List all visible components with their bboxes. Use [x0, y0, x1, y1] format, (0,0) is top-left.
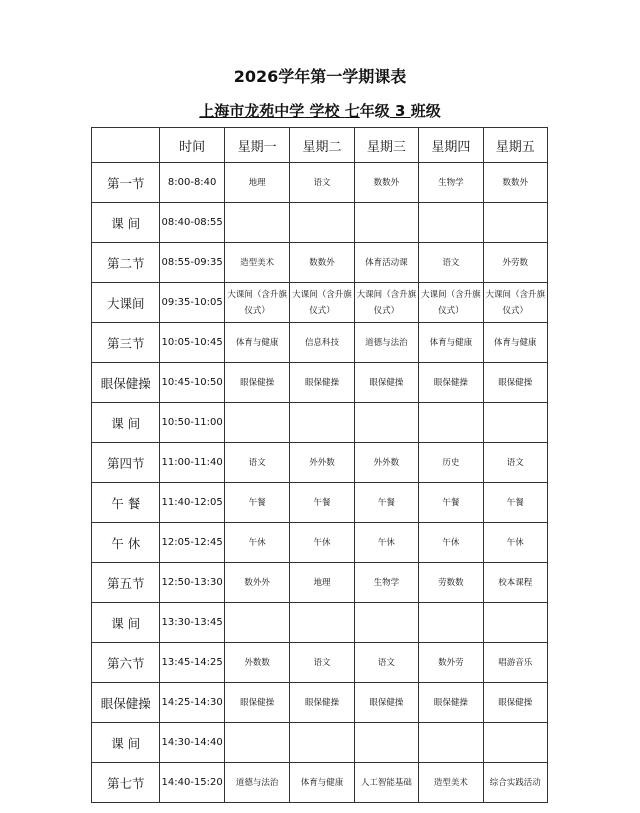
subject-cell: 午餐 — [483, 483, 547, 523]
table-row — [92, 723, 548, 763]
subject-cell: 历史 — [419, 443, 483, 483]
subject-cell: 人工智能基础 — [354, 763, 418, 803]
table-row — [92, 643, 548, 683]
time-cell: 10:05-10:45 — [160, 323, 224, 363]
subject-cell — [354, 403, 418, 443]
header-corner — [92, 128, 160, 163]
table-row — [92, 523, 548, 563]
subject-cell — [354, 203, 418, 243]
subject-cell: 校本课程 — [483, 563, 547, 603]
period-cell: 课 间 — [92, 203, 160, 243]
time-cell: 8:00-8:40 — [160, 163, 224, 203]
header-row — [92, 128, 548, 163]
subject-cell: 数数外 — [354, 163, 418, 203]
subject-cell — [354, 603, 418, 643]
subject-cell — [290, 403, 354, 443]
subject-cell: 信息科技 — [290, 323, 354, 363]
subject-cell — [224, 203, 289, 243]
subject-cell: 午休 — [419, 523, 483, 563]
header-day: 星期五 — [483, 128, 547, 163]
table-row — [92, 363, 548, 403]
subject-cell: 午休 — [483, 523, 547, 563]
subject-cell: 语文 — [483, 443, 547, 483]
subject-cell: 眼保健操 — [224, 363, 289, 403]
school-suffix: 学校 — [309, 102, 340, 120]
subject-cell: 生物学 — [419, 163, 483, 203]
subject-cell: 道德与法治 — [354, 323, 418, 363]
time-cell: 10:45-10:50 — [160, 363, 224, 403]
time-cell: 10:50-11:00 — [160, 403, 224, 443]
table-row — [92, 443, 548, 483]
table-row — [92, 203, 548, 243]
period-cell: 第六节 — [92, 643, 160, 683]
table-row — [92, 563, 548, 603]
subject-cell — [419, 603, 483, 643]
period-cell: 午 餐 — [92, 483, 160, 523]
header-day: 星期三 — [354, 128, 418, 163]
subject-cell: 眼保健操 — [354, 363, 418, 403]
period-cell: 第四节 — [92, 443, 160, 483]
grade-suffix: 年级 — [359, 102, 390, 120]
subject-cell: 午餐 — [354, 483, 418, 523]
period-cell: 第五节 — [92, 563, 160, 603]
subject-cell: 大课间（含升旗仪式） — [290, 283, 354, 323]
time-cell: 08:55-09:35 — [160, 243, 224, 283]
timetable-body — [92, 163, 548, 803]
subject-cell — [483, 723, 547, 763]
subject-cell: 道德与法治 — [224, 763, 289, 803]
subject-cell — [290, 603, 354, 643]
subject-cell: 外外数 — [354, 443, 418, 483]
subject-cell — [290, 203, 354, 243]
subject-cell: 语文 — [224, 443, 289, 483]
subject-cell — [483, 203, 547, 243]
subject-cell: 眼保健操 — [224, 683, 289, 723]
subject-cell: 造型美术 — [224, 243, 289, 283]
subject-cell: 地理 — [224, 163, 289, 203]
period-cell: 大课间 — [92, 283, 160, 323]
time-cell: 12:50-13:30 — [160, 563, 224, 603]
subject-cell: 眼保健操 — [419, 683, 483, 723]
subject-cell: 午餐 — [290, 483, 354, 523]
subject-cell: 数数外 — [483, 163, 547, 203]
time-cell: 11:00-11:40 — [160, 443, 224, 483]
subject-cell — [354, 723, 418, 763]
table-row — [92, 323, 548, 363]
subject-cell: 语文 — [290, 643, 354, 683]
time-cell: 14:30-14:40 — [160, 723, 224, 763]
period-cell: 课 间 — [92, 723, 160, 763]
time-cell: 13:45-14:25 — [160, 643, 224, 683]
subject-cell: 唱游音乐 — [483, 643, 547, 683]
subject-cell: 综合实践活动 — [483, 763, 547, 803]
table-row — [92, 163, 548, 203]
table-row — [92, 683, 548, 723]
table-row — [92, 243, 548, 283]
subject-cell: 眼保健操 — [290, 683, 354, 723]
subject-cell: 午休 — [224, 523, 289, 563]
subject-cell — [290, 723, 354, 763]
subject-cell — [224, 603, 289, 643]
table-row — [92, 403, 548, 443]
subject-cell: 大课间（含升旗仪式） — [419, 283, 483, 323]
subject-cell — [419, 723, 483, 763]
class-info — [0, 100, 640, 122]
time-cell: 13:30-13:45 — [160, 603, 224, 643]
subject-cell: 午餐 — [224, 483, 289, 523]
page-title: 2026学年第一学期课表 — [233, 67, 407, 86]
subject-cell: 眼保健操 — [419, 363, 483, 403]
subject-cell: 体育与健康 — [419, 323, 483, 363]
period-cell: 眼保健操 — [92, 683, 160, 723]
subject-cell: 地理 — [290, 563, 354, 603]
header-time: 时间 — [160, 128, 224, 163]
subject-cell: 造型美术 — [419, 763, 483, 803]
header-day: 星期一 — [224, 128, 289, 163]
subject-cell: 眼保健操 — [354, 683, 418, 723]
subject-cell — [419, 403, 483, 443]
period-cell: 眼保健操 — [92, 363, 160, 403]
period-cell: 课 间 — [92, 403, 160, 443]
time-cell: 14:40-15:20 — [160, 763, 224, 803]
period-cell: 第一节 — [92, 163, 160, 203]
subject-cell: 生物学 — [354, 563, 418, 603]
subject-cell: 午休 — [290, 523, 354, 563]
time-cell: 11:40-12:05 — [160, 483, 224, 523]
period-cell: 课 间 — [92, 603, 160, 643]
subject-cell — [419, 203, 483, 243]
time-cell: 08:40-08:55 — [160, 203, 224, 243]
subject-cell: 数外劳 — [419, 643, 483, 683]
table-row — [92, 283, 548, 323]
subject-cell: 体育活动课 — [354, 243, 418, 283]
subject-cell — [483, 403, 547, 443]
subject-cell: 午餐 — [419, 483, 483, 523]
subject-cell: 体育与健康 — [483, 323, 547, 363]
period-cell: 午 休 — [92, 523, 160, 563]
time-cell: 09:35-10:05 — [160, 283, 224, 323]
time-cell: 12:05-12:45 — [160, 523, 224, 563]
subject-cell — [224, 403, 289, 443]
period-cell: 第二节 — [92, 243, 160, 283]
time-cell: 14:25-14:30 — [160, 683, 224, 723]
subject-cell: 外劳数 — [483, 243, 547, 283]
subject-cell: 外数数 — [224, 643, 289, 683]
subject-cell: 数外外 — [224, 563, 289, 603]
table-row — [92, 603, 548, 643]
subject-cell: 眼保健操 — [483, 683, 547, 723]
subject-cell: 数数外 — [290, 243, 354, 283]
subject-cell — [483, 603, 547, 643]
timetable — [91, 127, 548, 803]
grade-value: 七 — [344, 102, 360, 120]
table-row — [92, 483, 548, 523]
subject-cell: 眼保健操 — [483, 363, 547, 403]
subject-cell: 语文 — [354, 643, 418, 683]
subject-cell: 语文 — [419, 243, 483, 283]
period-cell: 第三节 — [92, 323, 160, 363]
subject-cell: 大课间（含升旗仪式） — [354, 283, 418, 323]
header-day: 星期二 — [290, 128, 354, 163]
table-row — [92, 763, 548, 803]
subject-cell: 劳数数 — [419, 563, 483, 603]
subject-cell: 体育与健康 — [224, 323, 289, 363]
class-suffix: 班级 — [410, 102, 441, 120]
header-day: 星期四 — [419, 128, 483, 163]
subject-cell: 语文 — [290, 163, 354, 203]
class-value: 3 — [395, 102, 406, 120]
subject-cell: 眼保健操 — [290, 363, 354, 403]
subject-cell: 外外数 — [290, 443, 354, 483]
school-name: 上海市龙苑中学 — [199, 102, 305, 120]
subject-cell — [224, 723, 289, 763]
subject-cell: 大课间（含升旗仪式） — [224, 283, 289, 323]
subject-cell: 午休 — [354, 523, 418, 563]
period-cell: 第七节 — [92, 763, 160, 803]
subject-cell: 大课间（含升旗仪式） — [483, 283, 547, 323]
subject-cell: 体育与健康 — [290, 763, 354, 803]
